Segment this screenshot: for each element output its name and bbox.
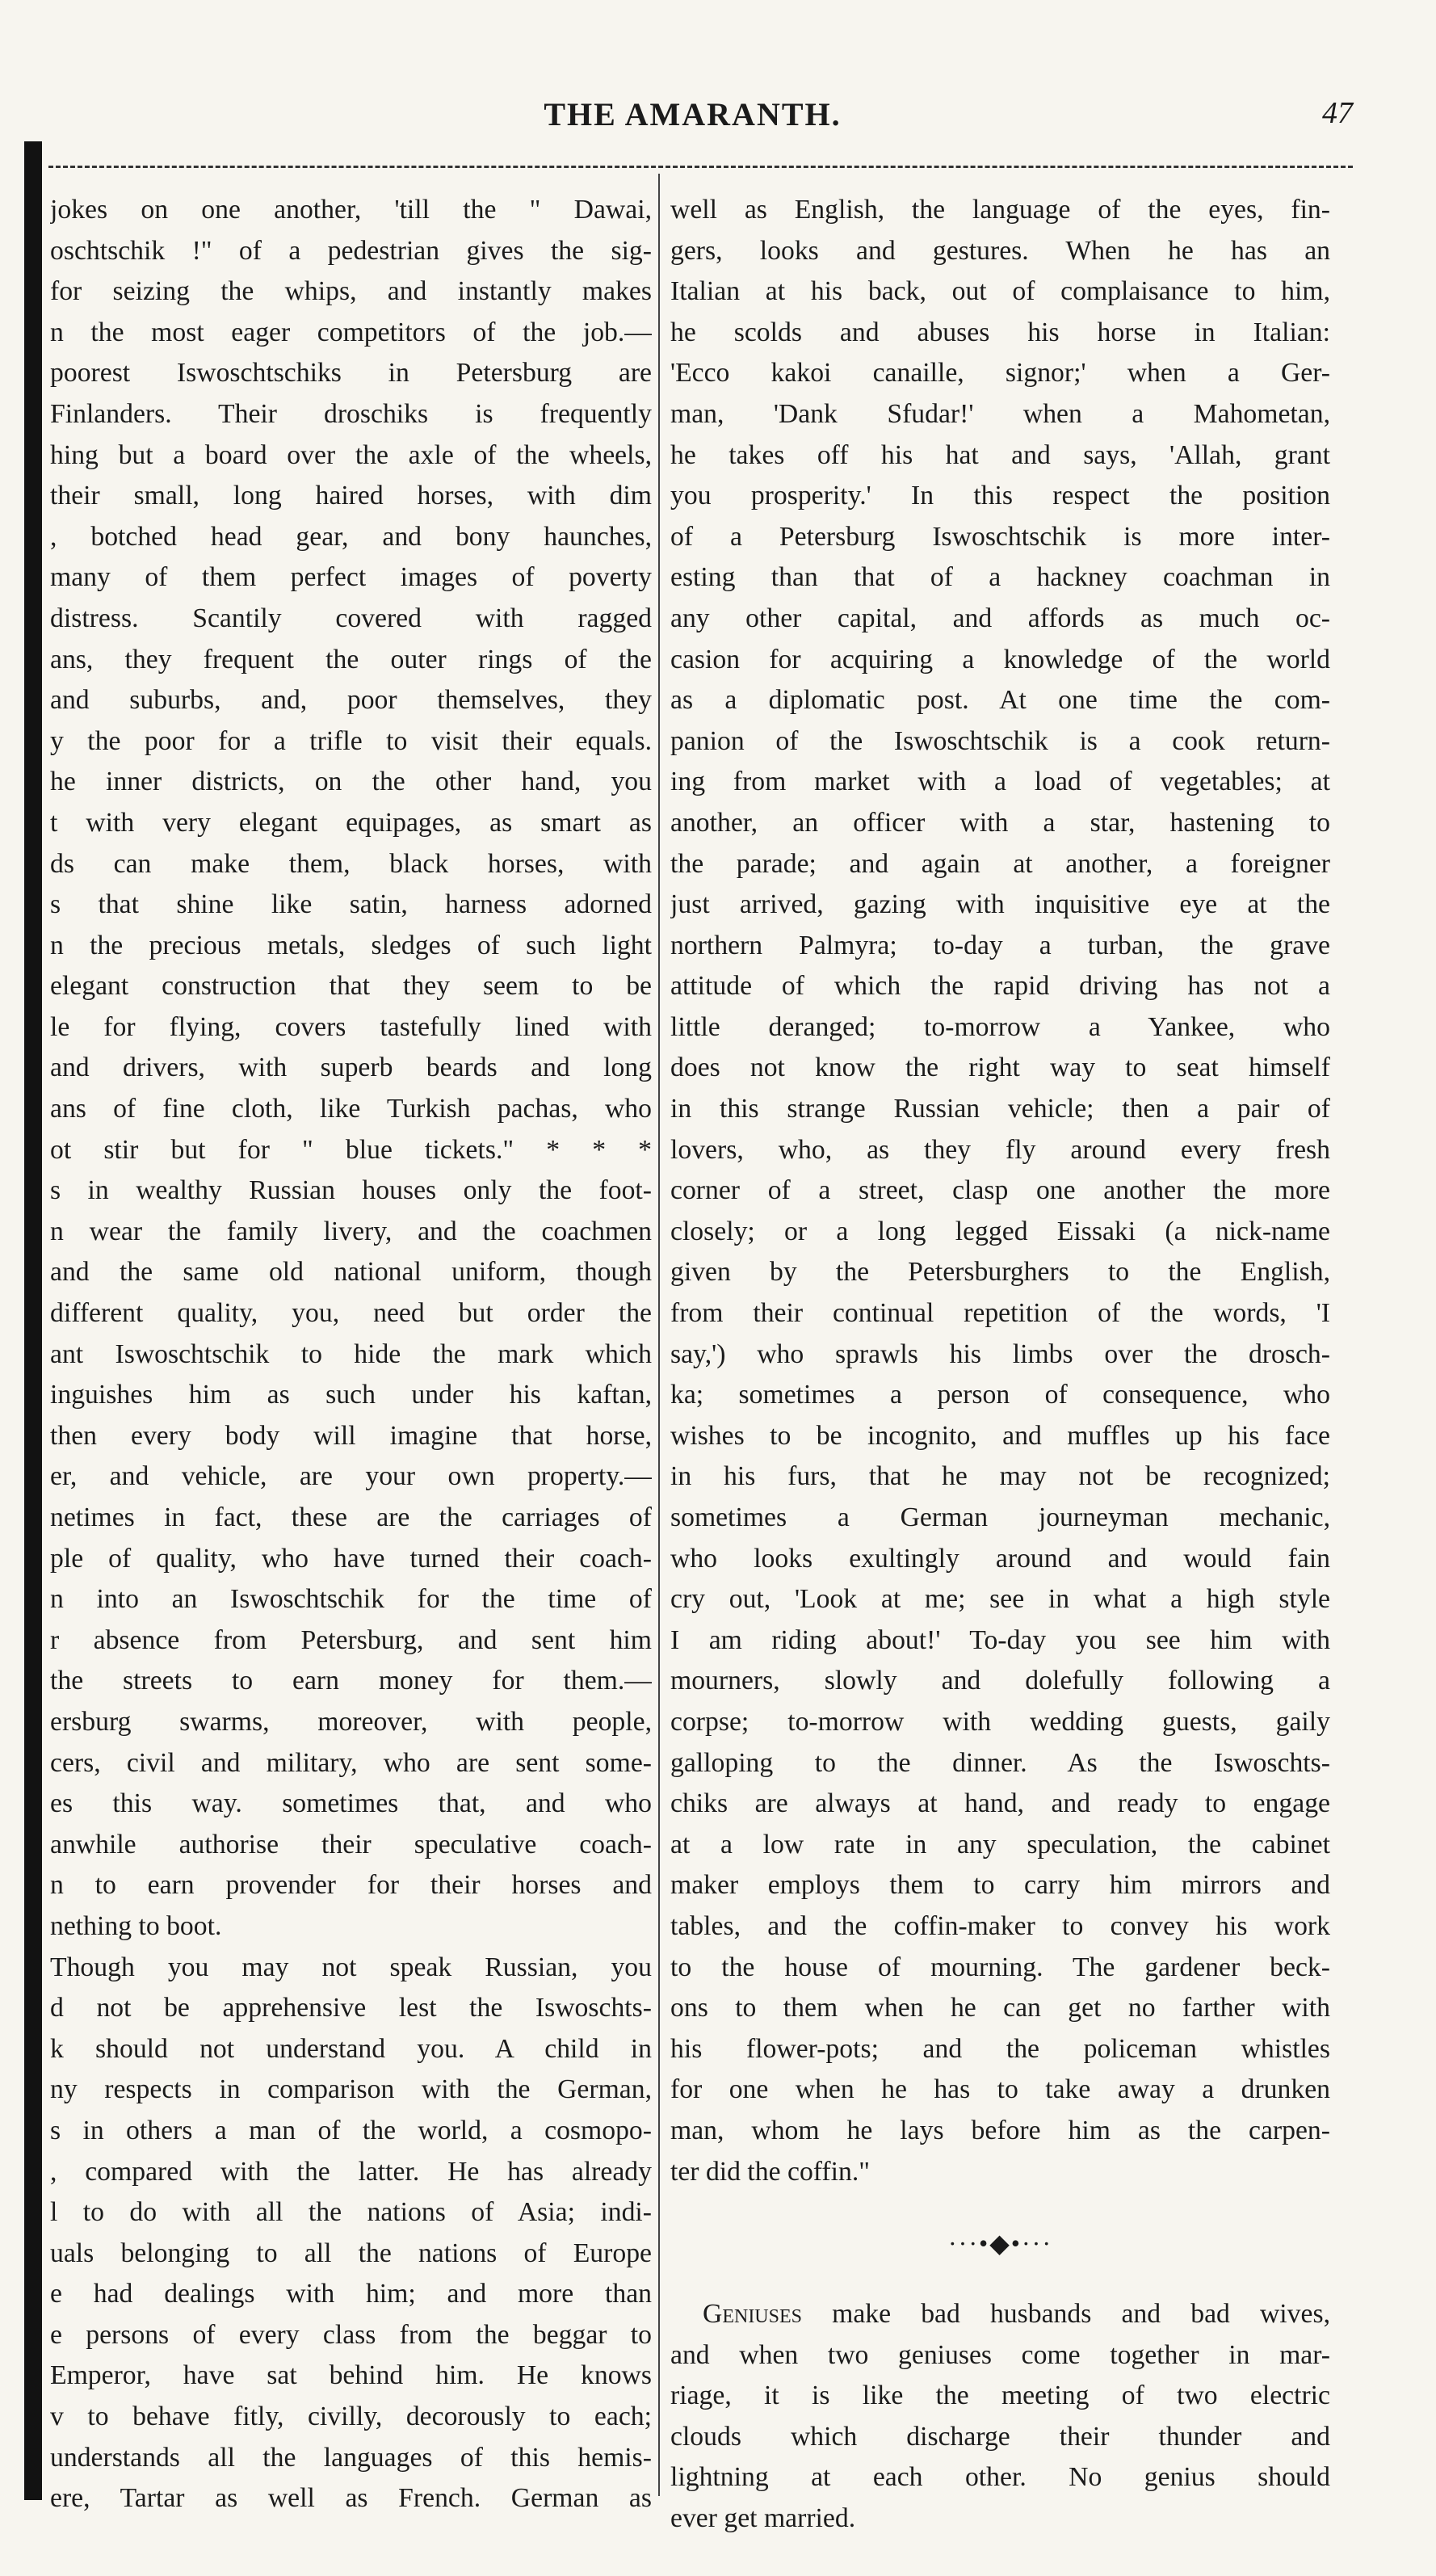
text-line: their small, long haired horses, with dim [50,481,652,511]
text-line: say,') who sprawls his limbs over the drosch- [670,1338,1330,1369]
text-line: and when two geniuses come together in mar- [670,2339,1330,2370]
text-line: inguishes him as such under his kaftan, [50,1380,652,1410]
text-line: 'Ecco kakoi canaille, signor;' when a Ger- [670,358,1330,389]
text-line: who looks exultingly around and would fain [670,1543,1330,1574]
page-header [32,95,1353,144]
text-line: le for flying, covers tastefully lined with [50,1011,652,1042]
text-line: nething to boot. [50,1910,222,1941]
right-column [670,190,1330,2540]
text-line: es this way. sometimes that, and who [50,1788,652,1819]
text-line: ons to them when he can get no farther with [670,1993,1330,2023]
text-line: at a low rate in any speculation, the cabinet [670,1829,1330,1860]
text-line: another, an officer with a star, hastening to [670,807,1330,838]
text-line: you prosperity.' In this respect the position [670,481,1330,511]
text-line: tables, and the coffin-maker to convey his work [670,1910,1330,1941]
text-line: jokes on one another, 'till the " Dawai, [50,195,652,225]
text-line: ersburg swarms, moreover, with people, [50,1706,652,1737]
text-line: k should not understand you. A child in [50,2033,652,2064]
text-line: wishes to be incognito, and muffles up his face [670,1420,1330,1451]
text-line: in his furs, that he may not be recognized; [670,1461,1330,1492]
text-line: to the house of mourning. The gardener beck- [670,1952,1330,1982]
text-line: man, 'Dank Sfudar!' when a Mahometan, [670,398,1330,429]
text-line: d not be apprehensive lest the Iswoschts- [50,1993,652,2023]
text-line: Though you may not speak Russian, you [50,1952,652,1982]
text-line: ot stir but for " blue tickets." * * * [50,1134,652,1165]
text-line: ter did the coffin." [670,2156,870,2187]
text-line: lightning at each other. No genius should [670,2462,1330,2493]
text-line: ant Iswoschtschik to hide the mark which [50,1338,652,1369]
text-line: many of them perfect images of poverty [50,562,652,593]
text-line: t with very elegant equipages, as smart as [50,807,652,838]
text-line: corpse; to-morrow with wedding guests, gaily [670,1706,1330,1737]
text-line: oschtschik !" of a pedestrian gives the sig- [50,235,652,266]
text-line: s that shine like satin, harness adorned [50,889,652,920]
text-line: , compared with the latter. He has already [50,2156,652,2187]
text-line: corner of a street, clasp one another the more [670,1175,1330,1206]
text-line: ny respects in comparison with the German, [50,2074,652,2105]
text-line: cers, civil and military, who are sent some- [50,1747,652,1778]
text-line: anwhile authorise their speculative coach- [50,1829,652,1860]
text-line: of a Petersburg Iswoschtschik is more inter- [670,521,1330,552]
text-line: ere, Tartar as well as French. German as [50,2483,652,2514]
text-line: esting than that of a hackney coachman in [670,562,1330,593]
text-line: little deranged; to-morrow a Yankee, who [670,1011,1330,1042]
text-line: ever get married. [670,2503,856,2534]
text-line: for one when he has to take away a drunken [670,2074,1330,2105]
running-title: THE AMARANTH. [544,96,842,132]
text-line: Emperor, have sat behind him. He knows [50,2360,652,2391]
text-line: riage, it is like the meeting of two electric [670,2381,1330,2411]
text-line: the streets to earn money for them.— [50,1666,652,1696]
text-line: and drivers, with superb beards and long [50,1053,652,1083]
text-line: gers, looks and gestures. When he has an [670,235,1330,266]
text-line: casion for acquiring a knowledge of the world [670,644,1330,674]
text-line: for seizing the whips, and instantly makes [50,276,652,307]
text-line: his flower-pots; and the policeman whistles [670,2033,1330,2064]
text-line: I am riding about!' To-day you see him with [670,1624,1330,1655]
text-line: any other capital, and affords as much oc- [670,603,1330,633]
text-line: distress. Scantily covered with ragged [50,603,652,633]
text-line: n into an Iswoschtschik for the time of [50,1584,652,1615]
text-line: from their continual repetition of the words, 'I [670,1298,1330,1329]
text-line: er, and vehicle, are your own property.— [50,1461,652,1492]
text-line: mourners, slowly and dolefully following a [670,1666,1330,1696]
text-line: netimes in fact, these are the carriages of [50,1502,652,1532]
text-line: does not know the right way to seat himself [670,1053,1330,1083]
text-line: chiks are always at hand, and ready to engage [670,1788,1330,1819]
text-line: poorest Iswoschtschiks in Petersburg are [50,358,652,389]
text-line: s in wealthy Russian houses only the foot- [50,1175,652,1206]
text-line: ans, they frequent the outer rings of the [50,644,652,674]
lead-word: Geniuses [703,2299,802,2330]
text-line: ka; sometimes a person of consequence, who [670,1380,1330,1410]
text-line: y the poor for a trifle to visit their equals. [50,725,652,756]
text-line: then every body will imagine that horse, [50,1420,652,1451]
text-line: he scolds and abuses his horse in Italian: [670,317,1330,347]
text-line: and the same old national uniform, though [50,1257,652,1288]
column-divider [658,174,660,2496]
text-line: uals belonging to all the nations of Europe [50,2238,652,2268]
text-line: clouds which discharge their thunder and [670,2421,1330,2452]
text-line: he takes off his hat and says, 'Allah, grant [670,439,1330,470]
text-line: elegant construction that they seem to be [50,971,652,1002]
binding-shadow-bar [24,141,42,2500]
text-line: Italian at his back, out of complaisance to him, [670,276,1330,307]
page-number: 47 [1322,96,1353,130]
text-line: in this strange Russian vehicle; then a pair of [670,1094,1330,1124]
text-line: ple of quality, who have turned their coach- [50,1543,652,1574]
text-line: v to behave fitly, civilly, decorously to each; [50,2402,652,2432]
text-line: ans of fine cloth, like Turkish pachas, who [50,1094,652,1124]
text-line: different quality, you, need but order the [50,1298,652,1329]
text-line: e persons of every class from the beggar to [50,2319,652,2350]
closing-paragraph [670,2294,1330,2540]
text-line: maker employs them to carry him mirrors and [670,1870,1330,1901]
text-line: n the most eager competitors of the job.— [50,317,652,347]
text-line: attitude of which the rapid driving has not a [670,971,1330,1002]
text-fragment: make bad husbands and bad wives, [802,2299,1330,2330]
text-line: sometimes a German journeyman mechanic, [670,1502,1330,1532]
text-line: , botched head gear, and bony haunches, [50,521,652,552]
text-line: s in others a man of the world, a cosmopo- [50,2115,652,2145]
text-line: ds can make them, black horses, with [50,848,652,879]
text-line: n to earn provender for their horses and [50,1870,652,1901]
text-line: Finlanders. Their droschiks is frequently [50,398,652,429]
text-line: understands all the languages of this hemis- [50,2442,652,2473]
text-line: n wear the family livery, and the coachmen [50,1216,652,1246]
text-line: hing but a board over the axle of the wheels, [50,439,652,470]
text-line [670,2294,1330,2335]
text-line: he inner districts, on the other hand, you [50,767,652,797]
text-line: man, whom he lays before him as the carpen- [670,2115,1330,2145]
text-line: r absence from Petersburg, and sent him [50,1624,652,1655]
right-column-text [670,190,1330,2192]
text-line: northern Palmyra; to-day a turban, the grave [670,930,1330,960]
header-rule [48,166,1353,168]
text-line: ing from market with a load of vegetables; at [670,767,1330,797]
text-line: closely; or a long legged Eissaki (a nick-name [670,1216,1330,1246]
text-line: galloping to the dinner. As the Iswoschts- [670,1747,1330,1778]
text-line: given by the Petersburghers to the English, [670,1257,1330,1288]
text-line: lovers, who, as they fly around every fresh [670,1134,1330,1165]
text-line: cry out, 'Look at me; see in what a high style [670,1584,1330,1615]
text-line: n the precious metals, sledges of such light [50,930,652,960]
section-ornament: ···•◆•··· [948,2229,1052,2259]
text-line: just arrived, gazing with inquisitive eye at the [670,889,1330,920]
text-line: e had dealings with him; and more than [50,2279,652,2309]
text-line: and suburbs, and, poor themselves, they [50,685,652,716]
text-line: the parade; and again at another, a foreigner [670,848,1330,879]
text-line: l to do with all the nations of Asia; indi- [50,2197,652,2228]
text-line: as a diplomatic post. At one time the com- [670,685,1330,716]
left-column [50,190,652,2519]
text-line: panion of the Iswoschtschik is a cook return- [670,725,1330,756]
text-line: well as English, the language of the eyes, fin- [670,195,1330,225]
